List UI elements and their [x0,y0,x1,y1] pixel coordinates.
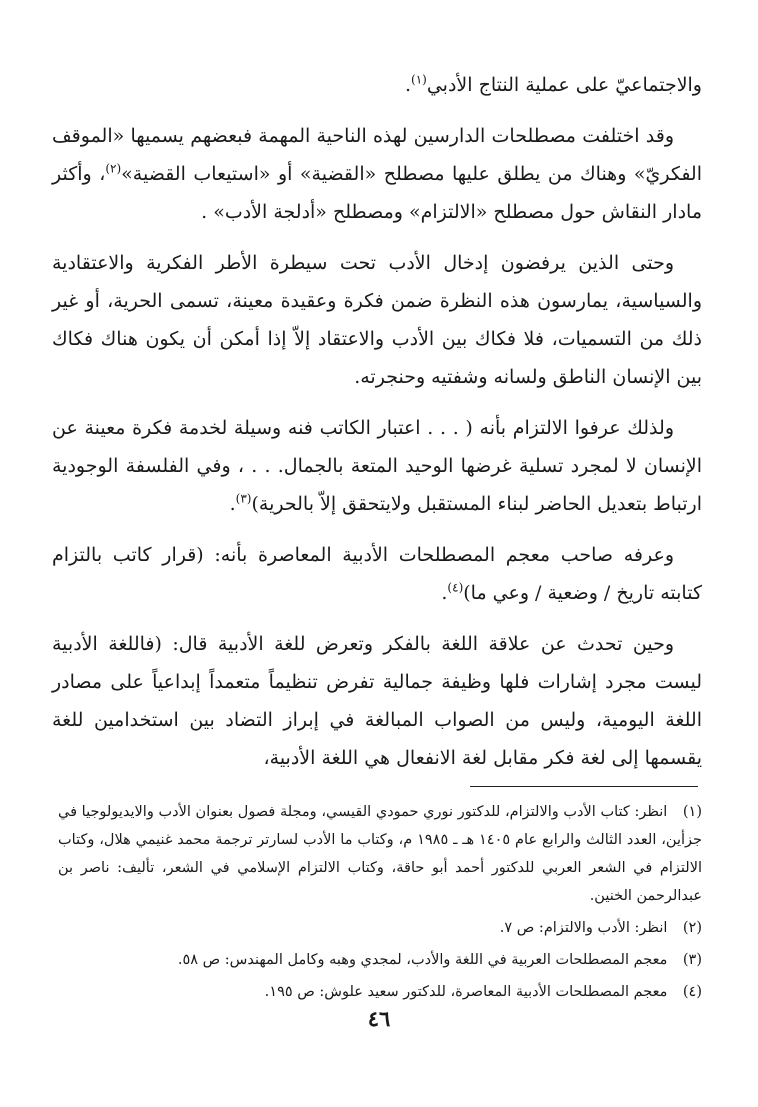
footnote-number: (٢) [682,920,702,936]
footnote-divider [470,786,698,787]
footnote-text: معجم المصطلحات العربية في اللغة والأدب، لمجدي وهبه وكامل المهندس: ص ٥٨. [177,952,668,968]
footnote-number: (١) [682,804,702,820]
footnote-text: انظر: كتاب الأدب والالتزام، للدكتور نوري حمودي القيسي، ومجلة فصول بعنوان الأدب والايديولوجيا في جزأين، العدد الثالث والرابع عام ١٤٠٥ هـ ـ ١٩٨٥ م، وكتاب ما الأدب لسارتر ترجمة محمد غنيمي هلال، وكتاب الالتزام في الشعر العربي للدكتور أحمد أبو حاقة، وكتاب الالتزام الإسلامي في الشعر، تأليف: ناصر بن عبدالرحمن الخنين. [58,804,702,904]
footnote-number: (٤) [682,984,702,1000]
footnote [58,978,702,1006]
footnote-ref: (١) [411,72,427,87]
footnote [58,946,702,974]
paragraph: وحتى الذين يرفضون إدخال الأدب تحت سيطرة الأطر الفكرية والاعتقادية والسياسية، يمارسون هذه النظرة ضمن فكرة وعقيدة معينة، تسمى الحرية، أو غير ذلك من التسميات، فلا فكاك بين الأدب والاعتقاد إلاّ إذا أمكن أن يكون هناك فكاك بين الإنسان الناطق ولسانه وشفتيه وحنجرته. [52,252,702,388]
paragraph: وعرفه صاحب معجم المصطلحات الأدبية المعاصرة بأنه: (قرار كاتب بالتزام كتابته تاريخ / وضعية / وعي ما)$^{(٤)}$. [52,544,702,604]
paragraph: ولذلك عرفوا الالتزام بأنه ( . . . اعتبار الكاتب فنه وسيلة لخدمة فكرة معينة عن الإنسان لا لمجرد تسلية غرضها الوحيد المتعة بالجمال. . . ، وفي الفلسفة الوجودية ارتباط بتعديل الحاضر لبناء المستقبل ولايتحقق إلاّ بالحرية)$^{(٣)}$. [52,417,702,515]
paragraph: وقد اختلفت مصطلحات الدارسين لهذه الناحية المهمة فبعضهم يسميها «الموقف الفكريّ» وهناك من يطلق عليها مصطلح «القضية» أو «استيعاب القضية»$^{(٢)}$، وأكثر مادار النقاش حول مصطلح «الالتزام» ومصطلح «أدلجة الأدب» . [52,125,702,223]
footnote-ref: (٢) [105,161,122,176]
main-text [0,66,758,790]
footnote-number: (٣) [682,952,702,968]
paragraph: وحين تحدث عن علاقة اللغة بالفكر وتعرض للغة الأدبية قال: (فاللغة الأدبية ليست مجرد إشارات فلها وظيفة جمالية تفرض تنظيماً متعمداً إبداعياً على مصادر اللغة اليومية، وليس من الصواب المبالغة في إبراز التضاد بين استخدامين للغة يقسمها إلى لغة فكر مقابل لغة الانفعال هي اللغة الأدبية، [52,633,702,769]
footnotes [0,798,758,1010]
footnote-text: انظر: الأدب والالتزام: ص ٧. [499,920,668,936]
footnote-ref: (٣) [235,491,252,506]
page-number: ٤٦ [367,1006,391,1031]
footnote-text: معجم المصطلحات الأدبية المعاصرة، للدكتور سعيد علوش: ص ١٩٥. [264,984,668,1000]
footnote [58,798,702,910]
footnote [58,914,702,942]
paragraph: والاجتماعيّ على عملية النتاج الأدبي$^{(١)}$. [404,72,702,96]
footnote-ref: (٤) [447,580,464,595]
